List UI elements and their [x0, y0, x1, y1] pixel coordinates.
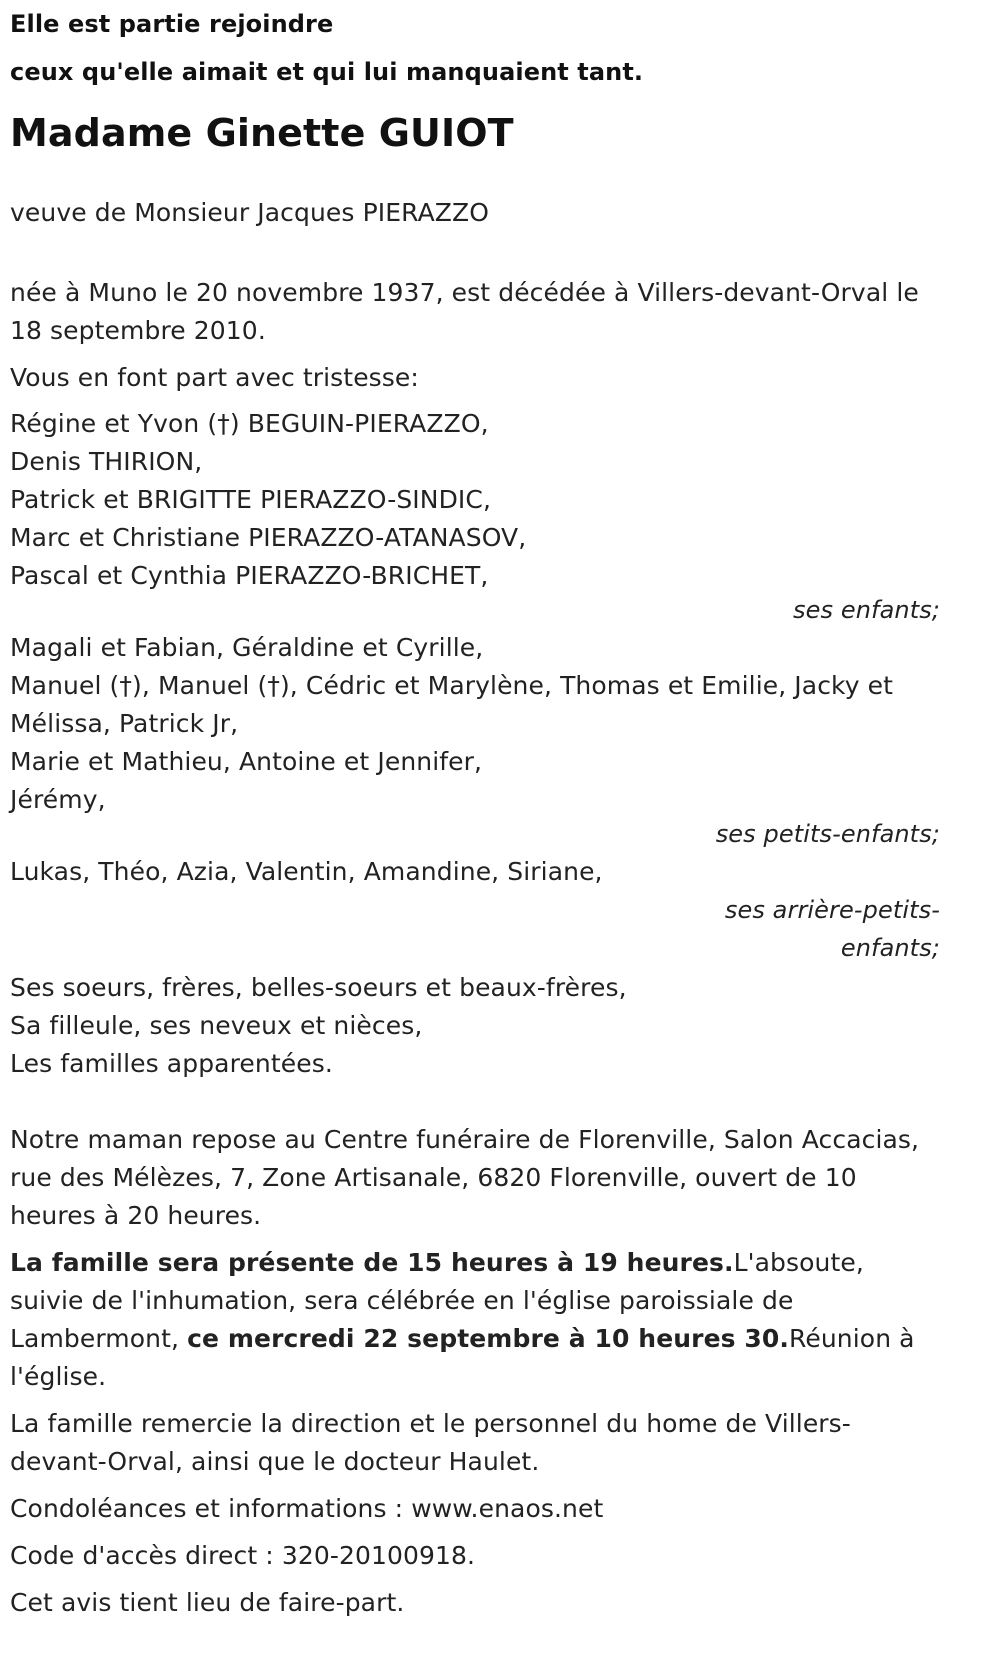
great-grandchildren-block — [10, 853, 940, 967]
notice-line: Cet avis tient lieu de faire-part. — [10, 1588, 405, 1617]
child-name: Régine et Yvon (†) BEGUIN-PIERAZZO, — [10, 409, 489, 438]
presence-hours: La famille sera présente de 15 heures à 19 heures. — [10, 1248, 734, 1277]
great-grandchild-name: Lukas, Théo, Azia, Valentin, Amandine, Siriane, — [10, 857, 603, 886]
grandchildren-role: ses petits-enfants; — [715, 820, 940, 848]
child-name: Patrick et BRIGITTE PIERAZZO-SINDIC, — [10, 485, 492, 514]
great-grandchildren-role — [10, 891, 940, 967]
absoute-text: L'absoute, suivie de l'inhumation, sera célébrée en l'église paroissiale de Lambermont, — [10, 1248, 864, 1353]
grandchildren-block — [10, 629, 940, 853]
family-line: Les familles apparentées. — [10, 1049, 333, 1078]
grandchild-name: Magali et Fabian, Géraldine et Cyrille, — [10, 633, 484, 662]
family-line: Ses soeurs, frères, belles-soeurs et beaux-frères, — [10, 973, 627, 1002]
obituary-notice — [10, 0, 940, 1622]
condolences-line: Condoléances et informations : www.enaos.net — [10, 1494, 604, 1523]
intro-block — [10, 0, 940, 96]
child-name: Pascal et Cynthia PIERAZZO-BRICHET, — [10, 561, 489, 590]
child-name: Denis THIRION, — [10, 447, 203, 476]
grandchild-name: Manuel (†), Manuel (†), Cédric et Marylène, Thomas et Emilie, Jacky et Mélissa, Patrick Jr, — [10, 671, 894, 738]
meeting-text: Réunion à l'église. — [10, 1324, 915, 1391]
family-block — [10, 969, 940, 1083]
intro-line-2: ceux qu'elle aimait et qui lui manquaient tant. — [10, 58, 644, 86]
child-name: Marc et Christiane PIERAZZO-ATANASOV, — [10, 523, 527, 552]
access-code-line: Code d'accès direct : 320-20100918. — [10, 1541, 476, 1570]
intro-line-1: Elle est partie rejoindre — [10, 10, 334, 38]
great-grandchildren-role-line-2: enfants; — [840, 934, 940, 962]
great-grandchildren-role-line-1: ses arrière-petits- — [724, 896, 940, 924]
rest-place: Notre maman repose au Centre funéraire de Florenville, Salon Accacias, rue des Mélèzes, 7, Zone Artisanale, 6820 Florenville, ouvert de 10 heures à 20 heures. — [10, 1125, 920, 1230]
announce-line: Vous en font part avec tristesse: — [10, 363, 419, 392]
grandchild-name: Marie et Mathieu, Antoine et Jennifer, — [10, 747, 483, 776]
deceased-name: Madame Ginette GUIOT — [10, 111, 514, 155]
spouse-line: veuve de Monsieur Jacques PIERAZZO — [10, 198, 490, 227]
children-role: ses enfants; — [793, 596, 940, 624]
ceremony-date: ce mercredi 22 septembre à 10 heures 30. — [187, 1324, 790, 1353]
ceremony-paragraph — [10, 1244, 940, 1396]
thanks-paragraph: La famille remercie la direction et le personnel du home de Villers-devant-Orval, ainsi que le docteur Haulet. — [10, 1409, 851, 1476]
birth-death-line: née à Muno le 20 novembre 1937, est décédée à Villers-devant-Orval le 18 septembre 2010. — [10, 278, 919, 345]
family-line: Sa filleule, ses neveux et nièces, — [10, 1011, 423, 1040]
children-block — [10, 405, 940, 629]
grandchild-name: Jérémy, — [10, 785, 106, 814]
